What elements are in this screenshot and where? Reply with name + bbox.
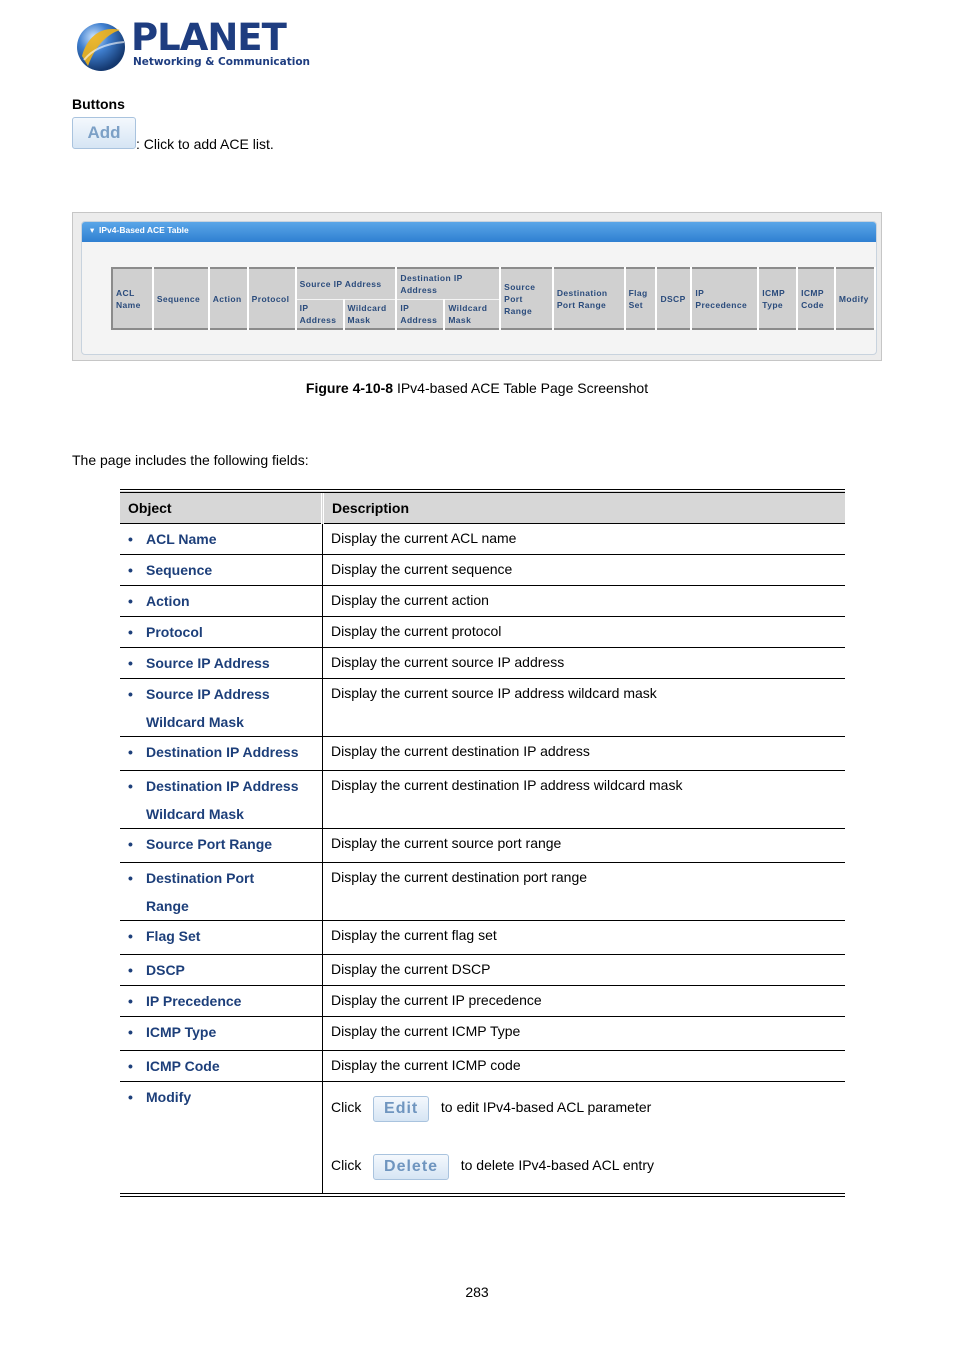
col-action: Action <box>209 268 248 329</box>
globe-icon <box>74 20 128 74</box>
planet-logo <box>74 16 311 74</box>
col-acl-name: ACL Name <box>112 268 153 329</box>
click-label: Click <box>331 1099 362 1115</box>
edit-description: to edit IPv4-based ACL parameter <box>440 1099 652 1115</box>
field-description: Display the current source port range <box>323 829 846 863</box>
field-description: Display the current action <box>323 586 846 617</box>
field-name: • ICMP Type <box>146 1018 322 1046</box>
intro-text: The page includes the following fields: <box>72 452 309 468</box>
table-row <box>120 1082 845 1196</box>
field-description: Display the current ICMP code <box>323 1051 846 1082</box>
field-name: • ICMP Code <box>146 1052 322 1080</box>
table-row <box>120 648 845 679</box>
field-description: Display the current sequence <box>323 555 846 586</box>
table-row <box>120 586 845 617</box>
click-label: Click <box>331 1157 362 1173</box>
field-name: • Source IP Address Wildcard Mask <box>146 680 322 736</box>
col-source-ip: Source IP Address <box>296 268 397 299</box>
ace-panel-title-text: IPv4-Based ACE Table <box>99 225 189 235</box>
header-object: Object <box>120 491 323 524</box>
table-row <box>120 771 845 829</box>
table-row <box>120 737 845 771</box>
field-name: • DSCP <box>146 956 322 984</box>
header-description: Description <box>323 491 846 524</box>
figure-text: IPv4-based ACE Table Page Screenshot <box>393 380 649 396</box>
figure-label: Figure 4-10-8 <box>305 380 394 396</box>
table-row <box>120 829 845 863</box>
add-button[interactable]: Add <box>72 117 136 149</box>
brand-name: PLANET <box>131 16 286 59</box>
buttons-heading: Buttons <box>72 96 125 112</box>
field-description: Display the current DSCP <box>323 955 846 986</box>
col-modify: Modify <box>835 268 875 329</box>
col-sequence: Sequence <box>153 268 209 329</box>
col-dscp: DSCP <box>656 268 691 329</box>
table-row <box>120 617 845 648</box>
table-row <box>120 863 845 921</box>
col-destination-port: Destination Port Range <box>553 268 625 329</box>
field-name: • ACL Name <box>146 525 322 553</box>
col-icmp-type: ICMP Type <box>758 268 797 329</box>
field-name: • Destination Port Range <box>146 864 322 920</box>
field-name: • Protocol <box>146 618 322 646</box>
col-ip-precedence: IP Precedence <box>691 268 758 329</box>
table-row <box>120 955 845 986</box>
field-description: Display the current IP precedence <box>323 986 846 1017</box>
field-description: Display the current protocol <box>323 617 846 648</box>
delete-description: to delete IPv4-based ACL entry <box>460 1157 654 1173</box>
field-name: • Source Port Range <box>146 830 322 858</box>
field-name: • Destination IP Address <box>146 738 322 766</box>
col-icmp-code: ICMP Code <box>797 268 835 329</box>
field-description: Display the current flag set <box>323 921 846 955</box>
field-description <box>323 1082 846 1196</box>
field-description: Display the current destination IP address wildcard mask <box>323 771 846 829</box>
table-row <box>120 679 845 737</box>
col-source-port: Source Port Range <box>500 268 553 329</box>
field-description: Display the current ICMP Type <box>323 1017 846 1051</box>
figure-caption <box>0 380 954 396</box>
col-protocol: Protocol <box>248 268 296 329</box>
col-source-wildcard: Wildcard Mask <box>344 299 397 329</box>
field-name: • Modify <box>146 1083 322 1111</box>
table-row <box>120 1017 845 1051</box>
col-destination-ip-address: IP Address <box>396 299 444 329</box>
collapse-icon[interactable]: ▾ <box>90 225 95 235</box>
field-description: Display the current destination port range <box>323 863 846 921</box>
field-name: • Source IP Address <box>146 649 322 677</box>
ace-panel-header <box>82 222 876 242</box>
col-destination-wildcard: Wildcard Mask <box>444 299 500 329</box>
page-number: 283 <box>465 1284 489 1300</box>
field-description: Display the current ACL name <box>323 524 846 555</box>
field-name: • IP Precedence <box>146 987 322 1015</box>
col-source-ip-address: IP Address <box>296 299 344 329</box>
brand-tagline: Networking & Communication <box>133 56 311 68</box>
table-row <box>120 524 845 555</box>
field-name: • Action <box>146 587 322 615</box>
field-name: • Destination IP Address Wildcard Mask <box>146 772 322 828</box>
delete-button[interactable]: Delete <box>373 1154 449 1180</box>
field-name: • Flag Set <box>146 922 322 950</box>
field-description: Display the current source IP address wildcard mask <box>323 679 846 737</box>
table-row <box>120 921 845 955</box>
ace-panel-title <box>90 225 189 236</box>
ace-table <box>111 267 876 330</box>
field-description: Display the current destination IP address <box>323 737 846 771</box>
field-name: • Sequence <box>146 556 322 584</box>
col-flag-set: Flag Set <box>625 268 657 329</box>
table-row <box>120 555 845 586</box>
ace-panel <box>81 221 877 355</box>
ace-table-screenshot <box>72 212 882 361</box>
table-row <box>120 986 845 1017</box>
field-description: Display the current source IP address <box>323 648 846 679</box>
table-row <box>120 1051 845 1082</box>
fields-table <box>120 489 845 1197</box>
col-destination-ip: Destination IP Address <box>396 268 500 299</box>
edit-button[interactable]: Edit <box>373 1096 429 1122</box>
add-button-description: : Click to add ACE list. <box>136 136 274 152</box>
